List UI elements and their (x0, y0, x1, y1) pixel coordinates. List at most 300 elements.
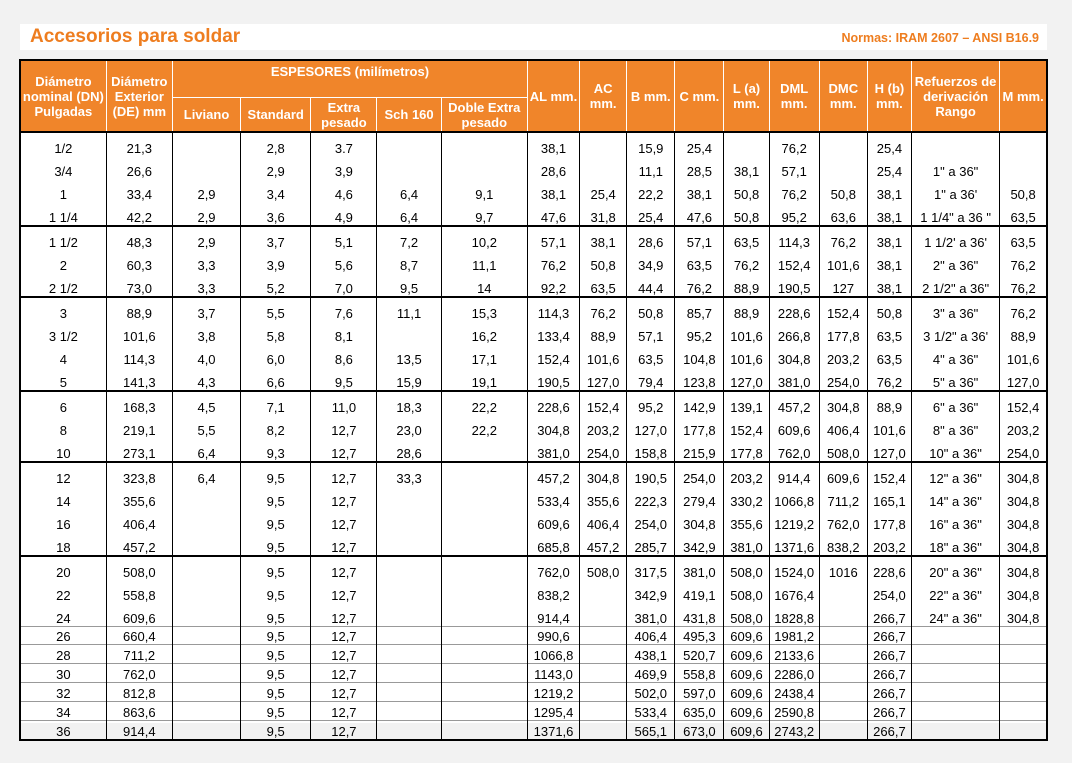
table-cell: 63,5 (1000, 202, 1047, 226)
table-cell (1000, 132, 1047, 156)
table-cell: 1" a 36' (911, 179, 999, 202)
table-cell: 31,8 (580, 202, 627, 226)
table-cell: 9,5 (241, 509, 311, 532)
table-cell (172, 580, 240, 603)
table-cell (441, 486, 527, 509)
header-refuerzos: Refuerzos de derivación Rango (911, 60, 999, 132)
header-b: B mm. (627, 60, 675, 132)
table-cell: 177,8 (819, 321, 867, 344)
table-cell: 1 1/4 (48, 210, 78, 225)
table-cell: 12,7 (311, 486, 377, 509)
table-cell: 304,8 (675, 509, 724, 532)
table-cell: 3,3 (172, 273, 240, 297)
table-cell: 203,2 (819, 344, 867, 367)
table-row (20, 645, 1047, 664)
table-cell: 3 1/2" a 36' (911, 321, 999, 344)
table-cell (580, 156, 627, 179)
table-cell: 2,8 (241, 132, 311, 156)
table-cell: 2" a 36" (911, 250, 999, 273)
table-cell (911, 721, 999, 741)
table-cell: 508,0 (819, 438, 867, 462)
table-cell: 215,9 (675, 438, 724, 462)
table-cell (1000, 645, 1047, 664)
table-cell: 50,8 (724, 179, 769, 202)
table-cell (580, 132, 627, 156)
table-cell: 88,9 (580, 321, 627, 344)
table-cell: 1 1/4" a 36 " (911, 202, 999, 226)
table-cell: 28,6 (377, 438, 441, 462)
table-cell (172, 721, 240, 741)
table-cell (377, 556, 441, 580)
table-cell: 76,2 (769, 179, 819, 202)
table-cell: 6,4 (377, 179, 441, 202)
table-cell (377, 156, 441, 179)
table-cell: 18" a 36" (911, 532, 999, 556)
table-cell (172, 683, 240, 702)
table-row (20, 367, 1047, 391)
table-cell: 457,2 (580, 532, 627, 556)
table-cell: 273,1 (106, 438, 172, 462)
table-cell: 304,8 (769, 344, 819, 367)
table-row (20, 415, 1047, 438)
table-cell: 50,8 (627, 297, 675, 321)
table-cell (441, 645, 527, 664)
table-cell: 609,6 (724, 664, 769, 683)
table-cell: 381,0 (527, 438, 579, 462)
table-cell (911, 683, 999, 702)
table-cell: 2,9 (241, 156, 311, 179)
table-cell: 457,2 (106, 532, 172, 556)
table-cell: 228,6 (769, 297, 819, 321)
table-cell: 15,3 (441, 297, 527, 321)
table-cell: 44,4 (627, 273, 675, 297)
table-cell: 2,9 (172, 202, 240, 226)
table-cell (441, 603, 527, 627)
table-cell: 11,0 (311, 391, 377, 415)
table-cell: 9,5 (241, 627, 311, 645)
table-cell: 533,4 (527, 486, 579, 509)
table-cell: 114,3 (106, 344, 172, 367)
table-cell: 7,2 (377, 226, 441, 250)
table-cell (441, 627, 527, 645)
table-cell (377, 603, 441, 627)
table-cell: 127,0 (867, 438, 911, 462)
header-extra-pesado: Extra pesado (311, 98, 377, 133)
table-cell: 12,7 (311, 603, 377, 627)
header-de: Diámetro Exterior (DE) mm (106, 60, 172, 132)
table-cell (1000, 702, 1047, 721)
table-cell: 50,8 (819, 179, 867, 202)
table-cell: 1016 (819, 556, 867, 580)
table-cell: 22,2 (627, 179, 675, 202)
table-cell: 3,7 (172, 297, 240, 321)
table-cell: 28,6 (527, 156, 579, 179)
table-cell: 76,2 (1000, 273, 1047, 297)
table-cell: 12,7 (311, 580, 377, 603)
table-cell: 838,2 (819, 532, 867, 556)
table-cell: 3,8 (172, 321, 240, 344)
table-cell: 8,6 (311, 344, 377, 367)
table-cell: 9,5 (241, 721, 311, 741)
table-cell: 152,4 (527, 344, 579, 367)
table-cell: 10" a 36" (911, 438, 999, 462)
table-cell: 101,6 (106, 321, 172, 344)
table-cell: 76,2 (527, 250, 579, 273)
table-cell: 47,6 (527, 202, 579, 226)
table-cell: 104,8 (675, 344, 724, 367)
table-cell: 3 1/2 (48, 329, 78, 344)
table-cell: 228,6 (867, 556, 911, 580)
table-cell: 2,9 (172, 179, 240, 202)
table-cell: 438,1 (627, 645, 675, 664)
table-cell: 50,8 (1000, 179, 1047, 202)
table-cell (819, 627, 867, 645)
table-cell: 32 (20, 683, 106, 702)
header-c: C mm. (675, 60, 724, 132)
table-cell (172, 627, 240, 645)
table-cell: 28 (20, 645, 106, 664)
table-cell: 4,3 (172, 367, 240, 391)
table-cell: 254,0 (1000, 438, 1047, 462)
table-cell: 141,3 (106, 367, 172, 391)
table-row (20, 509, 1047, 532)
table-cell: 16 (56, 517, 71, 532)
table-row (20, 344, 1047, 367)
table-cell: 3,9 (241, 250, 311, 273)
table-cell: 5,5 (241, 297, 311, 321)
table-cell: 28,5 (675, 156, 724, 179)
table-cell: 279,4 (675, 486, 724, 509)
table-cell: 381,0 (627, 603, 675, 627)
table-cell: 609,6 (106, 603, 172, 627)
table-cell (172, 556, 240, 580)
table-cell: 838,2 (527, 580, 579, 603)
table-row (20, 721, 1047, 741)
table-cell: 25,4 (627, 202, 675, 226)
table-cell: 266,7 (867, 702, 911, 721)
table-cell: 76,2 (724, 250, 769, 273)
table-row (20, 603, 1047, 627)
table-cell: 47,6 (675, 202, 724, 226)
table-cell (911, 702, 999, 721)
table-cell: 92,2 (527, 273, 579, 297)
title-bar (20, 24, 1047, 50)
table-cell: 12,7 (311, 683, 377, 702)
table-cell: 177,8 (675, 415, 724, 438)
table-cell: 38,1 (527, 132, 579, 156)
page-title: Accesorios para soldar (30, 26, 241, 47)
table-row (20, 486, 1047, 509)
table-cell: 558,8 (675, 664, 724, 683)
table-cell: 6,4 (172, 462, 240, 486)
table-cell: 304,8 (1000, 532, 1047, 556)
header-dn: Diámetro nominal (DN) Pulgadas (20, 60, 106, 132)
table-cell: 609,6 (724, 627, 769, 645)
table-cell: 57,1 (769, 156, 819, 179)
table-cell (911, 627, 999, 645)
table-cell: 1524,0 (769, 556, 819, 580)
header-dmc: DMC mm. (819, 60, 867, 132)
table-cell (441, 509, 527, 532)
table-cell: 914,4 (527, 603, 579, 627)
table-row (20, 556, 1047, 580)
table-cell: 9,5 (241, 702, 311, 721)
table-cell: 266,7 (867, 603, 911, 627)
table-cell: 762,0 (769, 438, 819, 462)
table-cell: 5,6 (311, 250, 377, 273)
table-cell (911, 664, 999, 683)
table-cell: 1143,0 (527, 664, 579, 683)
table-cell: 914,4 (769, 462, 819, 486)
table-cell: 22" a 36" (911, 580, 999, 603)
table-cell: 48,3 (106, 226, 172, 250)
table-cell: 177,8 (867, 509, 911, 532)
table-cell: 558,8 (106, 580, 172, 603)
table-cell (172, 603, 240, 627)
table-row (20, 391, 1047, 415)
header-standard: Standard (241, 98, 311, 133)
table-cell: 2743,2 (769, 721, 819, 741)
header-dml: DML mm. (769, 60, 819, 132)
table-cell: 38,1 (867, 250, 911, 273)
table-cell: 266,7 (867, 627, 911, 645)
table-cell: 101,6 (724, 344, 769, 367)
table-cell: 406,4 (106, 509, 172, 532)
table-cell: 222,3 (627, 486, 675, 509)
table-cell: 5 (59, 375, 67, 390)
table-cell: 381,0 (675, 556, 724, 580)
table-row (20, 321, 1047, 344)
table-cell: 26,6 (106, 156, 172, 179)
table-cell: 11,1 (441, 250, 527, 273)
table-cell: 63,5 (675, 250, 724, 273)
table-cell: 114,3 (769, 226, 819, 250)
table-cell: 38,1 (580, 226, 627, 250)
table-cell: 38,1 (867, 202, 911, 226)
table-cell: 21,3 (106, 132, 172, 156)
table-cell: 158,8 (627, 438, 675, 462)
table-cell: 2 1/2 (48, 281, 78, 296)
table-cell: 190,5 (527, 367, 579, 391)
table-cell: 101,6 (724, 321, 769, 344)
table-cell (580, 603, 627, 627)
table-cell: 508,0 (724, 580, 769, 603)
table-cell: 76,2 (675, 273, 724, 297)
table-cell (172, 645, 240, 664)
table-cell: 285,7 (627, 532, 675, 556)
table-cell: 355,6 (724, 509, 769, 532)
table-cell: 28,6 (627, 226, 675, 250)
table-cell: 76,2 (1000, 297, 1047, 321)
table-cell (441, 580, 527, 603)
table-cell: 381,0 (724, 532, 769, 556)
table-cell: 609,6 (769, 415, 819, 438)
table-cell: 10 (56, 446, 71, 461)
table-row (20, 156, 1047, 179)
header-l: L (a) mm. (724, 60, 769, 132)
table-row (20, 627, 1047, 645)
table-cell: 5,2 (241, 273, 311, 297)
table-cell: 3 (20, 297, 106, 321)
table-cell: 76,2 (580, 297, 627, 321)
table-cell: 101,6 (1000, 344, 1047, 367)
table-row (20, 132, 1047, 156)
table-cell (377, 721, 441, 741)
table-cell: 101,6 (580, 344, 627, 367)
table-cell (724, 132, 769, 156)
table-cell (819, 603, 867, 627)
table-cell (172, 664, 240, 683)
table-cell: 38,1 (724, 156, 769, 179)
table-cell: 762,0 (527, 556, 579, 580)
table-cell: 508,0 (580, 556, 627, 580)
table-cell: 7,1 (241, 391, 311, 415)
table-cell: 11,1 (627, 156, 675, 179)
table-cell: 685,8 (527, 532, 579, 556)
table-cell: 254,0 (627, 509, 675, 532)
table-cell: 9,5 (377, 273, 441, 297)
table-cell: 152,4 (580, 391, 627, 415)
table-cell: 431,8 (675, 603, 724, 627)
table-cell: 419,1 (675, 580, 724, 603)
table-cell: 304,8 (1000, 462, 1047, 486)
table-cell: 228,6 (527, 391, 579, 415)
table-cell: 533,4 (627, 702, 675, 721)
table-cell: 1828,8 (769, 603, 819, 627)
table-cell (377, 532, 441, 556)
table-cell: 95,2 (627, 391, 675, 415)
table-cell: 4,9 (311, 202, 377, 226)
table-cell: 609,6 (527, 509, 579, 532)
table-cell: 36 (20, 721, 106, 741)
table-cell: 4,5 (172, 391, 240, 415)
table-cell: 2 1/2" a 36" (911, 273, 999, 297)
table-cell: 317,5 (627, 556, 675, 580)
table-cell: 2286,0 (769, 664, 819, 683)
table-cell: 123,8 (675, 367, 724, 391)
table-cell: 219,1 (106, 415, 172, 438)
table-cell: 57,1 (627, 321, 675, 344)
table-cell: 12,7 (311, 664, 377, 683)
norms-label: Normas: IRAM 2607 – ANSI B16.9 (841, 31, 1039, 45)
table-cell: 508,0 (106, 556, 172, 580)
table-row (20, 462, 1047, 486)
table-cell: 304,8 (580, 462, 627, 486)
table-cell (441, 556, 527, 580)
table-cell: 9,7 (441, 202, 527, 226)
table-cell: 38,1 (867, 273, 911, 297)
table-cell: 11,1 (377, 297, 441, 321)
table-cell: 635,0 (675, 702, 724, 721)
table-cell: 33,3 (377, 462, 441, 486)
table-cell: 95,2 (769, 202, 819, 226)
table-cell: 1371,6 (769, 532, 819, 556)
table-cell (911, 645, 999, 664)
table-cell: 3,9 (311, 156, 377, 179)
table-cell: 22,2 (441, 391, 527, 415)
table-cell: 177,8 (724, 438, 769, 462)
table-cell: 457,2 (527, 462, 579, 486)
table-cell: 2590,8 (769, 702, 819, 721)
table-cell: 76,2 (1000, 250, 1047, 273)
table-cell: 101,6 (867, 415, 911, 438)
table-cell (441, 462, 527, 486)
table-cell: 6,0 (241, 344, 311, 367)
table-cell (377, 702, 441, 721)
table-cell: 16" a 36" (911, 509, 999, 532)
table-cell: 914,4 (106, 721, 172, 741)
table-cell: 26 (20, 627, 106, 645)
table-cell: 9,5 (241, 462, 311, 486)
table-cell: 9,5 (241, 580, 311, 603)
table-cell: 38,1 (867, 179, 911, 202)
table-cell: 12,7 (311, 645, 377, 664)
table-cell (172, 509, 240, 532)
table-cell: 85,7 (675, 297, 724, 321)
table-cell: 342,9 (627, 580, 675, 603)
table-cell: 5" a 36" (911, 367, 999, 391)
table-cell: 609,6 (819, 462, 867, 486)
table-cell (377, 580, 441, 603)
table-cell: 12,7 (311, 509, 377, 532)
table-cell: 762,0 (819, 509, 867, 532)
table-cell: 3" a 36" (911, 297, 999, 321)
table-cell: 13,5 (377, 344, 441, 367)
table-cell: 609,6 (724, 702, 769, 721)
table-cell: 4" a 36" (911, 344, 999, 367)
table-cell (377, 321, 441, 344)
table-cell: 1371,6 (527, 721, 579, 741)
table-cell: 22,2 (441, 415, 527, 438)
table-cell: 76,2 (769, 132, 819, 156)
table-cell: 10,2 (441, 226, 527, 250)
table-cell: 203,2 (867, 532, 911, 556)
table-cell: 609,6 (724, 645, 769, 664)
table-cell: 152,4 (769, 250, 819, 273)
table-cell (580, 721, 627, 741)
table-cell: 1066,8 (769, 486, 819, 509)
table-row (20, 273, 1047, 297)
table-cell: 508,0 (724, 556, 769, 580)
table-container (19, 59, 1048, 739)
table-cell: 9,3 (241, 438, 311, 462)
table-cell: 990,6 (527, 627, 579, 645)
table-cell: 24" a 36" (911, 603, 999, 627)
table-cell: 25,4 (580, 179, 627, 202)
table-cell: 50,8 (724, 202, 769, 226)
table-cell: 266,7 (867, 664, 911, 683)
table-cell: 20" a 36" (911, 556, 999, 580)
table-cell: 63,5 (724, 226, 769, 250)
table-cell (580, 580, 627, 603)
table-cell: 1 1/2' a 36' (911, 226, 999, 250)
table-cell: 673,0 (675, 721, 724, 741)
table-cell: 863,6 (106, 702, 172, 721)
table-cell: 8,2 (241, 415, 311, 438)
table-cell: 63,5 (1000, 226, 1047, 250)
table-cell (172, 486, 240, 509)
table-cell: 9,5 (241, 645, 311, 664)
table-cell: 2 (59, 258, 67, 273)
table-cell: 190,5 (769, 273, 819, 297)
table-cell: 15,9 (377, 367, 441, 391)
table-cell: 15,9 (627, 132, 675, 156)
table-row (20, 297, 1047, 321)
table-row (20, 532, 1047, 556)
table-cell: 457,2 (769, 391, 819, 415)
table-cell: 9,5 (311, 367, 377, 391)
table-cell: 127 (819, 273, 867, 297)
